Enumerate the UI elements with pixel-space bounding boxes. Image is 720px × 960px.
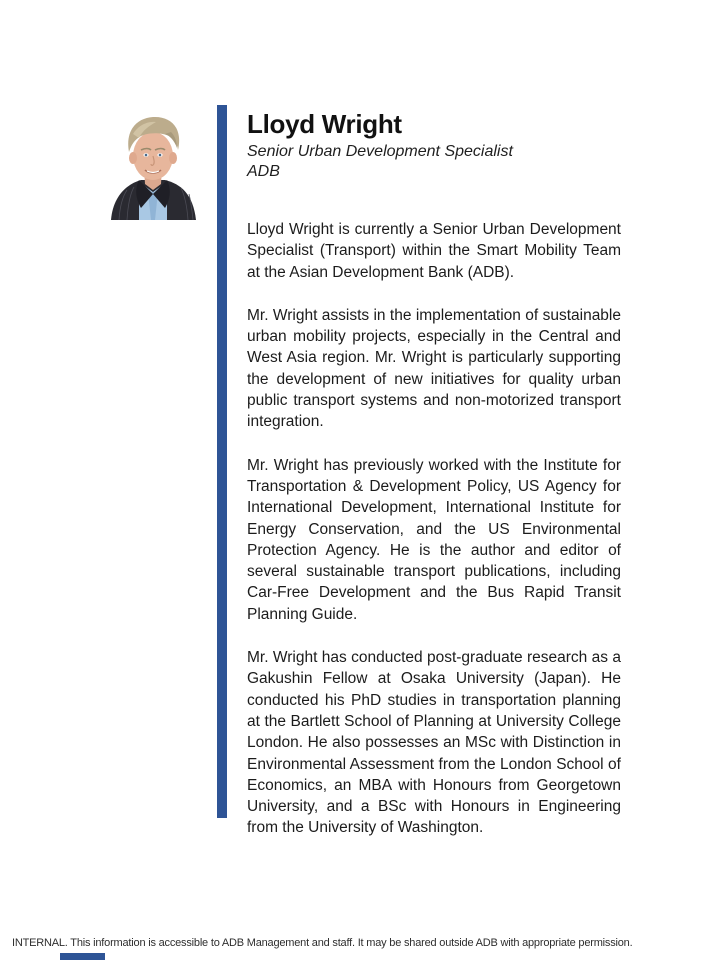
bio-text	[247, 219, 621, 839]
footer-blue-mark	[60, 953, 105, 960]
person-job-title: Senior Urban Development Specialist	[247, 143, 513, 160]
person-organization: ADB	[247, 163, 280, 180]
person-name: Lloyd Wright	[247, 109, 402, 139]
confidentiality-notice: INTERNAL. This information is accessible to ADB Management and staff. It may be shared outside ADB with appropriate permission.	[12, 937, 633, 949]
bio-paragraph-4: Mr. Wright has conducted post-graduate research as a Gakushin Fellow at Osaka University (Japan). He conducted his PhD studies in transportation planning at the Bartlett School of Planning at University College London. He also possesses an MSc with Distinction in Environmental Assessment from the London School of Economics, an MBA with Honours from Georgetown University, and a BSc with Honours in Engineering from the University of Washington.	[247, 649, 621, 837]
bio-content	[247, 110, 621, 861]
portrait-headshot-image	[93, 100, 213, 220]
bio-paragraph-2: Mr. Wright assists in the implementation of sustainable urban mobility projects, especially in the Central and West Asia region. Mr. Wright is particularly supporting the development of new initiatives for quality urban public transport systems and non-motorized transport integration.	[247, 306, 621, 431]
bio-paragraph-3: Mr. Wright has previously worked with the Institute for Transportation & Development Policy, US Agency for International Development, International Institute for Energy Conservation, and the US Environmental Protection Agency. He is the author and editor of several sustainable transport publications, including Car-Free Development and the Bus Rapid Transit Planning Guide.	[247, 456, 621, 623]
profile-photo	[93, 100, 213, 220]
bio-paragraph-1: Lloyd Wright is currently a Senior Urban Development Specialist (Transport) within the Smart Mobility Team at the Asian Development Bank (ADB).	[247, 221, 621, 281]
accent-bar	[217, 105, 227, 818]
